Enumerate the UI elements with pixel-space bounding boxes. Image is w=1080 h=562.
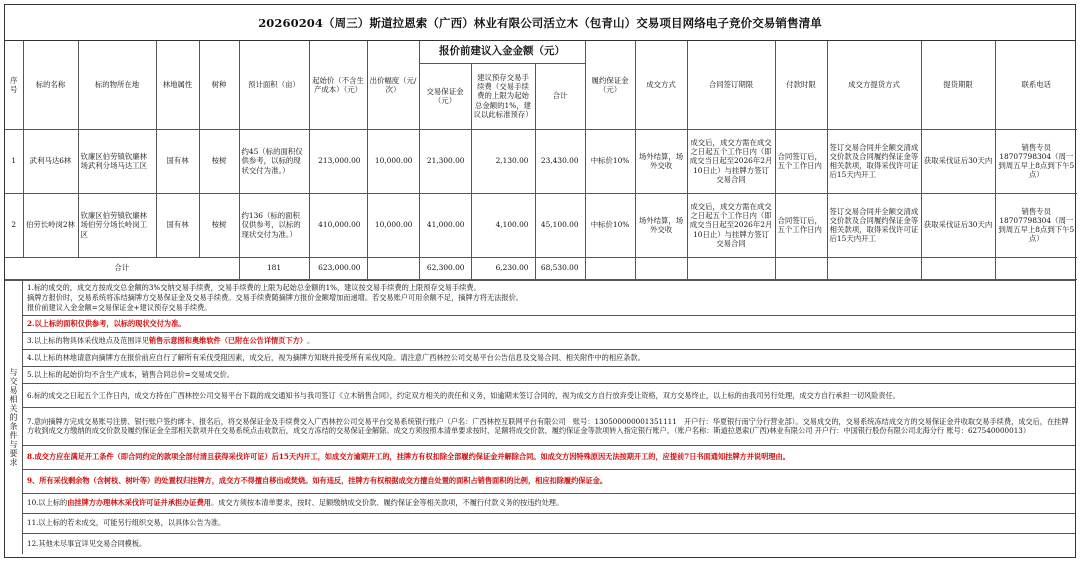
- condition-item: 12.其他未尽事宜详见交易合同模板。: [27, 538, 147, 548]
- totals-fee-advance: 6,230.00: [471, 257, 535, 279]
- header-group-deposit: 报价前建议入金金额（元）: [419, 41, 585, 63]
- totals-area: 181: [239, 257, 309, 279]
- cell-contact: 销售专员18707798304（周一到周五早上8点到下午5点）: [995, 193, 1077, 257]
- cell-location: 钦廉区伯劳镇钦廉林场伯劳分场长岭岗工区: [78, 193, 156, 257]
- conditions-side-label: 与交易相关的条件与要求: [5, 281, 23, 554]
- condition-item: 5.以上标的起始价均不含生产成本，销售合同总价=交易成交价。: [23, 367, 1075, 384]
- header-delivery-mode: 成交方提货方式: [827, 41, 921, 129]
- conditions-list: [23, 281, 1075, 554]
- header-deposit: 交易保证金（元）: [419, 63, 471, 129]
- cell-subtotal: 23,430.00: [535, 129, 585, 193]
- condition-item: 4.以上标的林地请意向摘牌方在报价前应自行了解所有采伐受阻因素，成交后，视为摘牌方知晓并接受所有采伐风险。请注意广西林控公司交易平台公告信息及交易合同、相关附件中的相应条款。: [23, 350, 1075, 367]
- header-row-top: [5, 41, 1077, 63]
- cell-species: 桉树: [199, 129, 239, 193]
- cell-delivery-mode: 签订交易合同并全额交清成交价款及合同履约保证金等相关款项，取得采伐许可证后15天内开工: [827, 129, 921, 193]
- totals-start-price: 623,000.00: [309, 257, 367, 279]
- cell-name: 伯劳长岭岗2林: [23, 193, 78, 257]
- totals-increment: [367, 257, 419, 279]
- condition-item: 1.标的成交的，成交方按成交总金额的3%交纳交易手续费，交易手续费的上限为起始总金额的1%，建议按交易手续费的上限预存交易手续费。 摘牌方报价时，交易系统将冻结摘牌方交易保证金及交易手续费。交易手续费随摘牌方报价金额增加而递增。若交易账户可用余额不足，摘牌方将无法报价。 报价前建议入金金额=交易保证金+建议预存交易手续费。: [23, 281, 1075, 317]
- header-species: 树种: [199, 41, 239, 129]
- cell-fee-advance: 2,130.00: [471, 129, 535, 193]
- condition-text: 。: [307, 336, 315, 346]
- totals-empty: [995, 257, 1077, 279]
- condition-item: 8.成交方应在满足开工条件（即合同约定的款项全部付清且获得采伐许可证）后15天内开工，如成交方逾期开工的，挂牌方有权扣除全部履约保证金并解除合同。如成交方因特殊原因无法按期开工的，应提前7日书面通知挂牌方并说明理由。: [23, 446, 1075, 470]
- cell-settle-mode: 场外结算，场外交收: [635, 193, 687, 257]
- cell-settle-mode: 场外结算，场外交收: [635, 129, 687, 193]
- table-row: [5, 129, 1077, 193]
- totals-row: [5, 257, 1077, 279]
- header-start-price: 起始价（不含生产成本）（元）: [309, 41, 367, 129]
- condition-item: 6.标的成交之日起五个工作日内，成交方持在广西林控公司交易平台下载的成交通知书与我司签订《立木销售合同》，约定双方相关的责任和义务，如逾期未签订合同的，视为成交方自行放弃受让资格，双方交易终止，以上标的由我司另行处理，成交方自行承担一切风险责任。: [23, 384, 1075, 408]
- cell-increment: 10,000.00: [367, 193, 419, 257]
- condition-highlight: 销售示意图和奥维软件（已附在公告详情页下方）: [148, 336, 307, 346]
- header-perf-deposit: 履约保证金（元）: [585, 41, 635, 129]
- cell-name: 武利马达6林: [23, 129, 78, 193]
- totals-label: 合计: [5, 257, 239, 279]
- cell-forest-attr: 国有林: [156, 193, 199, 257]
- listing-table: [5, 41, 1077, 280]
- header-pay-deadline: 付款时限: [775, 41, 827, 129]
- cell-pickup-deadline: 获取采伐证后30天内: [921, 129, 995, 193]
- condition-item: 2.以上标的面积仅供参考，以标的现状交付为准。: [23, 316, 1075, 333]
- cell-start-price: 213,000.00: [309, 129, 367, 193]
- totals-empty: [635, 257, 687, 279]
- condition-item: 7.意向摘牌方完成交易账号注册、银行账户签约绑卡、报名后，将交易保证金及手续费交入广西林控公司交易平台交易系统银行账户（户名：广西林控互联网平台有限公司 账号：130500000001351111 开户行：华夏银行南宁分行营业部）。交易成交的，交易系统冻结成交方的交易保证金并收取交易手续费，成交后，在挂牌方收到成交方缴纳的成交价款及履约保证金全部相关款项并在交易系统点击收款后，成交方冻结的交易保证金解除。成交方须按照本清单要求按时、足额将成交价款、履约保证金等款项转入指定银行账户。（账户名称：斯道拉恩索(广西)林业有限公司 开户行：中国银行股份有限公司北海分行 账号：627540000013）: [23, 408, 1075, 446]
- totals-empty: [827, 257, 921, 279]
- condition-text: 10.以上标的由挂牌方办理林木采伐许可证并承担办证费用。成交方须按本清单要求，按时、足额缴纳成交价款、履约保证金等相关款项，不履行付款义务的按违约处理。: [27, 498, 564, 508]
- totals-deposit: 62,300.00: [419, 257, 471, 279]
- header-contract-deadline: 合同签订期限: [687, 41, 775, 129]
- cell-seq: 1: [5, 129, 23, 193]
- cell-pickup-deadline: 获取采伐证后30天内: [921, 193, 995, 257]
- header-increment: 出价幅度（元/次）: [367, 41, 419, 129]
- header-name: 标的名称: [23, 41, 78, 129]
- condition-item: [23, 494, 1075, 514]
- header-settle-mode: 成交方式: [635, 41, 687, 129]
- cell-perf-deposit: 中标价10%: [585, 129, 635, 193]
- totals-empty: [775, 257, 827, 279]
- cell-pay-deadline: 合同签订后，五个工作日内: [775, 193, 827, 257]
- cell-deposit: 21,300.00: [419, 129, 471, 193]
- totals-subtotal: 68,530.00: [535, 257, 585, 279]
- cell-seq: 2: [5, 193, 23, 257]
- cell-species: 桉树: [199, 193, 239, 257]
- header-fee-advance: 建议预存交易手续费（交易手续费的上限为起始总金额的1%，建议以此标准预存）: [471, 63, 535, 129]
- totals-empty: [687, 257, 775, 279]
- cell-contract-deadline: 成交后，成交方需在成交之日起五个工作日内（即成交当日起至2026年2月10日止）与挂牌方签订交易合同: [687, 129, 775, 193]
- condition-item: [23, 333, 1075, 350]
- cell-deposit: 41,000.00: [419, 193, 471, 257]
- header-contact: 联系电话: [995, 41, 1077, 129]
- cell-contract-deadline: 成交后，成交方需在成交之日起五个工作日内（即成交当日起至2026年2月10日止）与挂牌方签订交易合同: [687, 193, 775, 257]
- header-location: 标的物所在地: [78, 41, 156, 129]
- cell-area: 约136（标的面积仅供参考，以标的现状交付为准。）: [239, 193, 309, 257]
- cell-perf-deposit: 中标价10%: [585, 193, 635, 257]
- condition-highlight: 由挂牌方办理林木采伐许可证并承担办证费用: [67, 498, 211, 508]
- table-row: [5, 193, 1077, 257]
- cell-delivery-mode: 签订交易合同并全额交清成交价款及合同履约保证金等相关款项，取得采伐许可证后15天内开工: [827, 193, 921, 257]
- condition-item: 11.以上标的若未成交，可能另行组织交易，以具体公告为准。: [23, 514, 1075, 534]
- page-title: 20260204（周三）斯道拉恩索（广西）林业有限公司活立木（包青山）交易项目网络电子竞价交易销售清单: [5, 5, 1075, 41]
- cell-contact: 销售专员18707798304（周一到周五早上8点到下午5点）: [995, 129, 1077, 193]
- cell-pay-deadline: 合同签订后，五个工作日内: [775, 129, 827, 193]
- cell-fee-advance: 4,100.00: [471, 193, 535, 257]
- header-pickup-deadline: 提货期限: [921, 41, 995, 129]
- header-seq: 序号: [5, 41, 23, 129]
- cell-increment: 10,000.00: [367, 129, 419, 193]
- cell-area: 约45（标的面积仅供参考，以标的现状交付为准。）: [239, 129, 309, 193]
- cell-location: 钦廉区伯劳镇钦廉林场武利分场马达工区: [78, 129, 156, 193]
- cell-forest-attr: 国有林: [156, 129, 199, 193]
- totals-empty: [585, 257, 635, 279]
- totals-empty: [921, 257, 995, 279]
- header-subtotal: 合计: [535, 63, 585, 129]
- header-forest-attr: 林地属性: [156, 41, 199, 129]
- condition-text: 3.以上标的物具体采伐地点及范围详见: [27, 336, 149, 346]
- sales-list-sheet: [4, 4, 1076, 558]
- conditions-section: [5, 280, 1075, 554]
- cell-start-price: 410,000.00: [309, 193, 367, 257]
- cell-subtotal: 45,100.00: [535, 193, 585, 257]
- condition-item: 9、所有采伐剩余物（含树枝、树叶等）的处置权归挂牌方，成交方不得擅自移出或焚烧。如有违反，挂牌方有权根据成交方擅自处置的面积占销售面积的比例，相应扣除履约保证金。: [23, 470, 1075, 494]
- header-area: 预计面积（亩）: [239, 41, 309, 129]
